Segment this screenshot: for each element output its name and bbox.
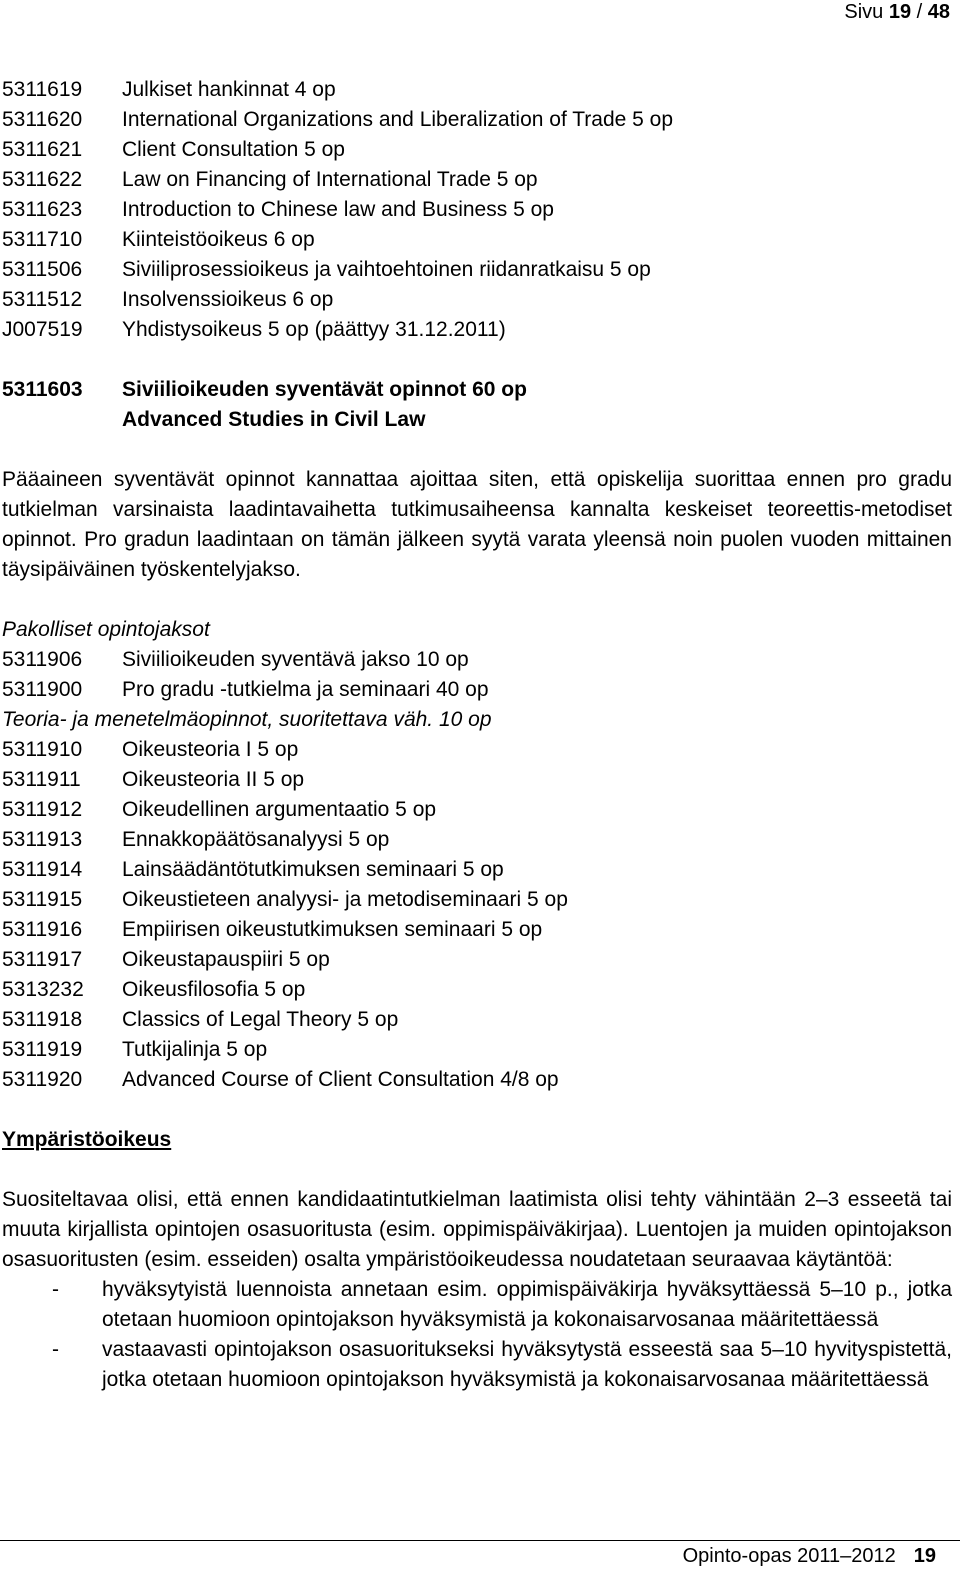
course-row [2,75,952,105]
course-code: 5311621 [2,138,83,161]
course-name: Julkiset hankinnat 4 op [122,78,336,101]
theory-section [2,705,952,1095]
course-code: J007519 [2,318,83,341]
course-row [2,135,952,165]
environmental-paragraph: Suositeltavaa olisi, että ennen kandidaatintutkielman laatimista olisi tehty vähintään 2–3 esseetä tai muuta kirjallista opintojen osasuoritusta (esim. oppimispäiväkirjaa). Luentojen ja muiden opintojakson osasuoritusten (esim. esseiden) osalta ympäristöoikeudessa noudatetaan seuraavaa käytäntöä: [2,1188,952,1271]
course-code: 5311623 [2,198,83,221]
course-name: International Organizations and Liberalization of Trade 5 op [122,108,674,131]
course-row [2,735,952,765]
bullet-dash: - [52,1278,59,1301]
spacer [2,1155,952,1185]
course-code: 5311911 [2,768,81,791]
page-label: Sivu [844,1,889,23]
page-header [844,0,950,26]
footer-page-number: 19 [913,1545,936,1567]
course-name: Oikeustapauspiiri 5 op [122,948,330,971]
theory-heading: Teoria- ja menetelmäopinnot, suoritettava väh. 10 op [2,708,492,731]
module-code: 5311603 [2,378,83,401]
course-name: Oikeustieteen analyysi- ja metodiseminaari 5 op [122,888,568,911]
course-code: 5311906 [2,648,83,671]
spacer [2,435,952,465]
course-row [2,765,952,795]
course-row [2,105,952,135]
course-row [2,855,952,885]
mandatory-heading: Pakolliset opintojaksot [2,618,210,641]
course-row [2,645,952,675]
spacer [2,585,952,615]
course-code: 5311910 [2,738,83,761]
course-code: 5311620 [2,108,83,131]
footer-divider [0,1540,960,1541]
course-code: 5311506 [2,258,83,281]
environmental-section [2,1125,952,1395]
module-title-row [2,375,952,405]
current-page-number: 19 [888,1,912,23]
course-row [2,675,952,705]
course-code: 5311622 [2,168,83,191]
course-code: 5311512 [2,288,83,311]
course-name: Introduction to Chinese law and Business 5 op [122,198,554,221]
bullet-text: hyväksytyistä luennoista annetaan esim. oppimispäiväkirja hyväksyttäessä 5–10 p., jotka otetaan huomioon opintojakson hyväksymistä ja kokonaisarvosanaa määritettäessä [102,1278,952,1331]
course-code: 5311915 [2,888,83,911]
course-row [2,165,952,195]
spacer [2,1095,952,1125]
course-name: Empiirisen oikeustutkimuksen seminaari 5 op [122,918,543,941]
course-row [2,315,952,345]
course-code: 5311914 [2,858,83,881]
course-row [2,795,952,825]
bullet-text: vastaavasti opintojakson osasuoritukseksi hyväksytystä esseestä saa 5–10 hyvityspistettä, jotka otetaan huomioon opintojakson hyväksymistä ja kokonaisarvosanaa määritettäessä [102,1338,952,1391]
spacer [2,345,952,375]
course-name: Siviiliprosessioikeus ja vaihtoehtoinen riidanratkaisu 5 op [122,258,651,281]
course-name: Oikeudellinen argumentaatio 5 op [122,798,437,821]
course-name: Lainsäädäntötutkimuksen seminaari 5 op [122,858,504,881]
bullet-dash: - [52,1338,59,1361]
course-name: Advanced Course of Client Consultation 4/8 op [122,1068,559,1091]
total-pages: 48 [927,1,950,23]
course-row [2,825,952,855]
module-title-fi: Siviilioikeuden syventävät opinnot 60 op [122,378,527,401]
course-name: Oikeusteoria I 5 op [122,738,299,761]
course-row [2,225,952,255]
module-title-en: Advanced Studies in Civil Law [122,408,426,431]
course-row [2,945,952,975]
list-item [2,1275,952,1335]
course-row [2,975,952,1005]
course-name: Kiinteistöoikeus 6 op [122,228,315,251]
page-footer [683,1542,936,1570]
course-name: Ennakkopäätösanalyysi 5 op [122,828,390,851]
course-name: Tutkijalinja 5 op [122,1038,268,1061]
course-row [2,915,952,945]
course-code: 5311913 [2,828,83,851]
course-row [2,1005,952,1035]
course-code: 5311917 [2,948,83,971]
footer-label: Opinto-opas 2011–2012 [682,1545,896,1567]
course-name: Client Consultation 5 op [122,138,345,161]
course-name: Law on Financing of International Trade 5 op [122,168,538,191]
course-row [2,1065,952,1095]
course-code: 5311619 [2,78,83,101]
intro-paragraph: Pääaineen syventävät opinnot kannattaa ajoittaa siten, että opiskelija suorittaa ennen pro gradu tutkielman varsinaista laadintavaihetta tutkimusaiheensa kannalta keskeiset teoreettis-metodiset opinnot. Pro gradun laadintaan on tämän jälkeen syytä varata yleensä noin puolen vuoden mittainen täysipäiväinen työskentelyjakso. [2,468,952,581]
page-separator: / [911,1,928,23]
course-name: Oikeusteoria II 5 op [122,768,305,791]
course-row [2,1035,952,1065]
course-row [2,195,952,225]
mandatory-section [2,615,952,705]
course-name: Siviilioikeuden syventävä jakso 10 op [122,648,469,671]
course-code: 5311912 [2,798,83,821]
course-name: Yhdistysoikeus 5 op (päättyy 31.12.2011) [122,318,506,341]
course-code: 5313232 [2,978,84,1001]
section-heading: Ympäristöoikeus [2,1128,172,1151]
course-row [2,255,952,285]
course-list-optional [2,75,952,345]
list-item [2,1335,952,1395]
course-code: 5311900 [2,678,83,701]
course-name: Classics of Legal Theory 5 op [122,1008,399,1031]
course-code: 5311916 [2,918,83,941]
course-row [2,885,952,915]
course-code: 5311710 [2,228,83,251]
course-code: 5311919 [2,1038,83,1061]
course-name: Oikeusfilosofia 5 op [122,978,306,1001]
course-code: 5311920 [2,1068,83,1091]
module-heading [2,375,952,435]
course-name: Pro gradu -tutkielma ja seminaari 40 op [122,678,489,701]
course-code: 5311918 [2,1008,83,1031]
course-name: Insolvenssioikeus 6 op [122,288,334,311]
page-content [2,75,952,1395]
course-row [2,285,952,315]
